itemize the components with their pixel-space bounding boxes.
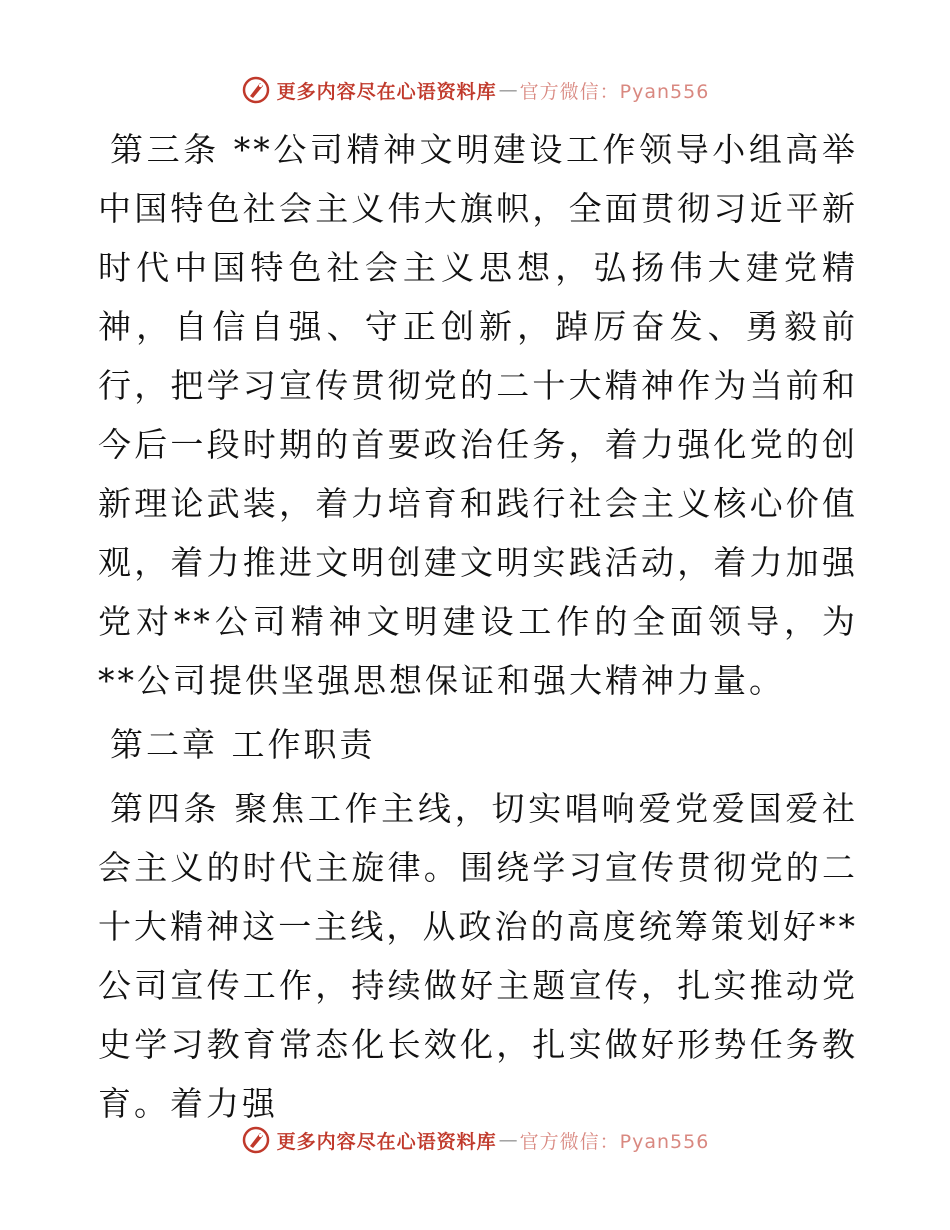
watermark-wechat: 官方微信：Pyan556 [519, 1130, 710, 1153]
document-body [98, 120, 858, 1133]
watermark-text: 更多内容尽在心语资料库 [276, 80, 497, 103]
article-4-paragraph: 第四条 聚焦工作主线，切实唱响爱党爱国爱社会主义的时代主旋律。围绕学习宣传贯彻党的二十大精神这一主线，从政治的高度统筹策划好**公司宣传工作，持续做好主题宣传，扎实推动党史学习教育常态化长效化，扎实做好形势任务教育。着力强 [98, 789, 858, 1123]
watermark-separator: — [498, 1129, 518, 1151]
watermark-text: 更多内容尽在心语资料库 [276, 1130, 497, 1153]
watermark-separator: — [498, 79, 518, 101]
footer-watermark [0, 1120, 950, 1160]
article-3-paragraph: 第三条 **公司精神文明建设工作领导小组高举中国特色社会主义伟大旗帜，全面贯彻习近平新时代中国特色社会主义思想，弘扬伟大建党精神，自信自强、守正创新，踔厉奋发、勇毅前行，把学习宣传贯彻党的二十大精神作为当前和今后一段时期的首要政治任务，着力强化党的创新理论武装，着力培育和践行社会主义核心价值观，着力推进文明创建文明实践活动，着力加强党对**公司精神文明建设工作的全面领导，为**公司提供坚强思想保证和强大精神力量。 [98, 130, 858, 700]
watermark-wechat: 官方微信：Pyan556 [519, 80, 710, 103]
pen-nib-logo-icon [241, 75, 271, 105]
chapter-2-heading: 第二章 工作职责 [110, 725, 376, 764]
pen-nib-logo-icon [241, 1125, 271, 1155]
header-watermark [0, 70, 950, 110]
